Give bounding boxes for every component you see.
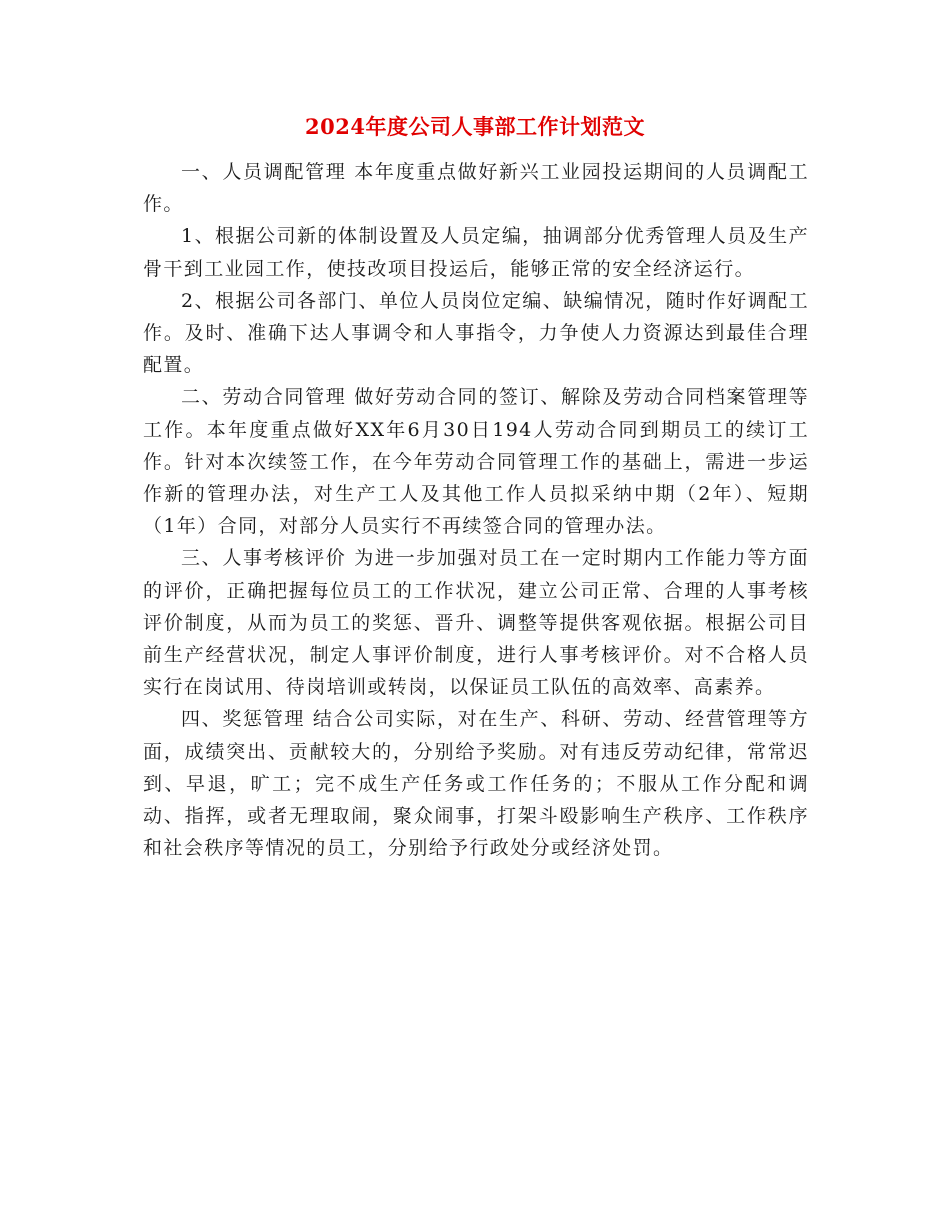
document-title: 2024年度公司人事部工作计划范文 [305,114,645,139]
document-body [143,156,809,864]
paragraph-staffing-item-2: 2、根据公司各部门、单位人员岗位定编、缺编情况，随时作好调配工作。及时、准确下达人事调令和人事指令，力争使人力资源达到最佳合理配置。 [143,289,809,377]
paragraph-rewards-penalties: 四、奖惩管理 结合公司实际，对在生产、科研、劳动、经营管理等方面，成绩突出、贡献较大的，分别给予奖励。对有违反劳动纪律，常常迟到、早退，旷工；完不成生产任务或工作任务的；不服从工作分配和调动、指挥，或者无理取闹，聚众闹事，打架斗殴影响生产秩序、工作秩序和社会秩序等情况的员工，分别给予行政处分或经济处罚。 [143,708,809,860]
paragraph-performance-evaluation: 三、人事考核评价 为进一步加强对员工在一定时期内工作能力等方面的评价，正确把握每位员工的工作状况，建立公司正常、合理的人事考核评价制度，从而为员工的奖惩、晋升、调整等提供客观依据。根据公司目前生产经营状况，制定人事评价制度，进行人事考核评价。对不合格人员实行在岗试用、待岗培训或转岗，以保证员工队伍的高效率、高素养。 [143,547,809,699]
paragraph-labor-contract: 二、劳动合同管理 做好劳动合同的签订、解除及劳动合同档案管理等工作。本年度重点做好XX年6月30日194人劳动合同到期员工的续订工作。针对本次续签工作，在今年劳动合同管理工作的基础上，需进一步运作新的管理办法，对生产工人及其他工作人员拟采纳中期（2年）、短期（1年）合同，对部分人员实行不再续签合同的管理办法。 [143,386,809,538]
paragraph-staffing-item-1: 1、根据公司新的体制设置及人员定编，抽调部分优秀管理人员及生产骨干到工业园工作，使技改项目投运后，能够正常的安全经济运行。 [143,225,809,280]
paragraph-staffing-management: 一、人员调配管理 本年度重点做好新兴工业园投运期间的人员调配工作。 [143,161,809,216]
